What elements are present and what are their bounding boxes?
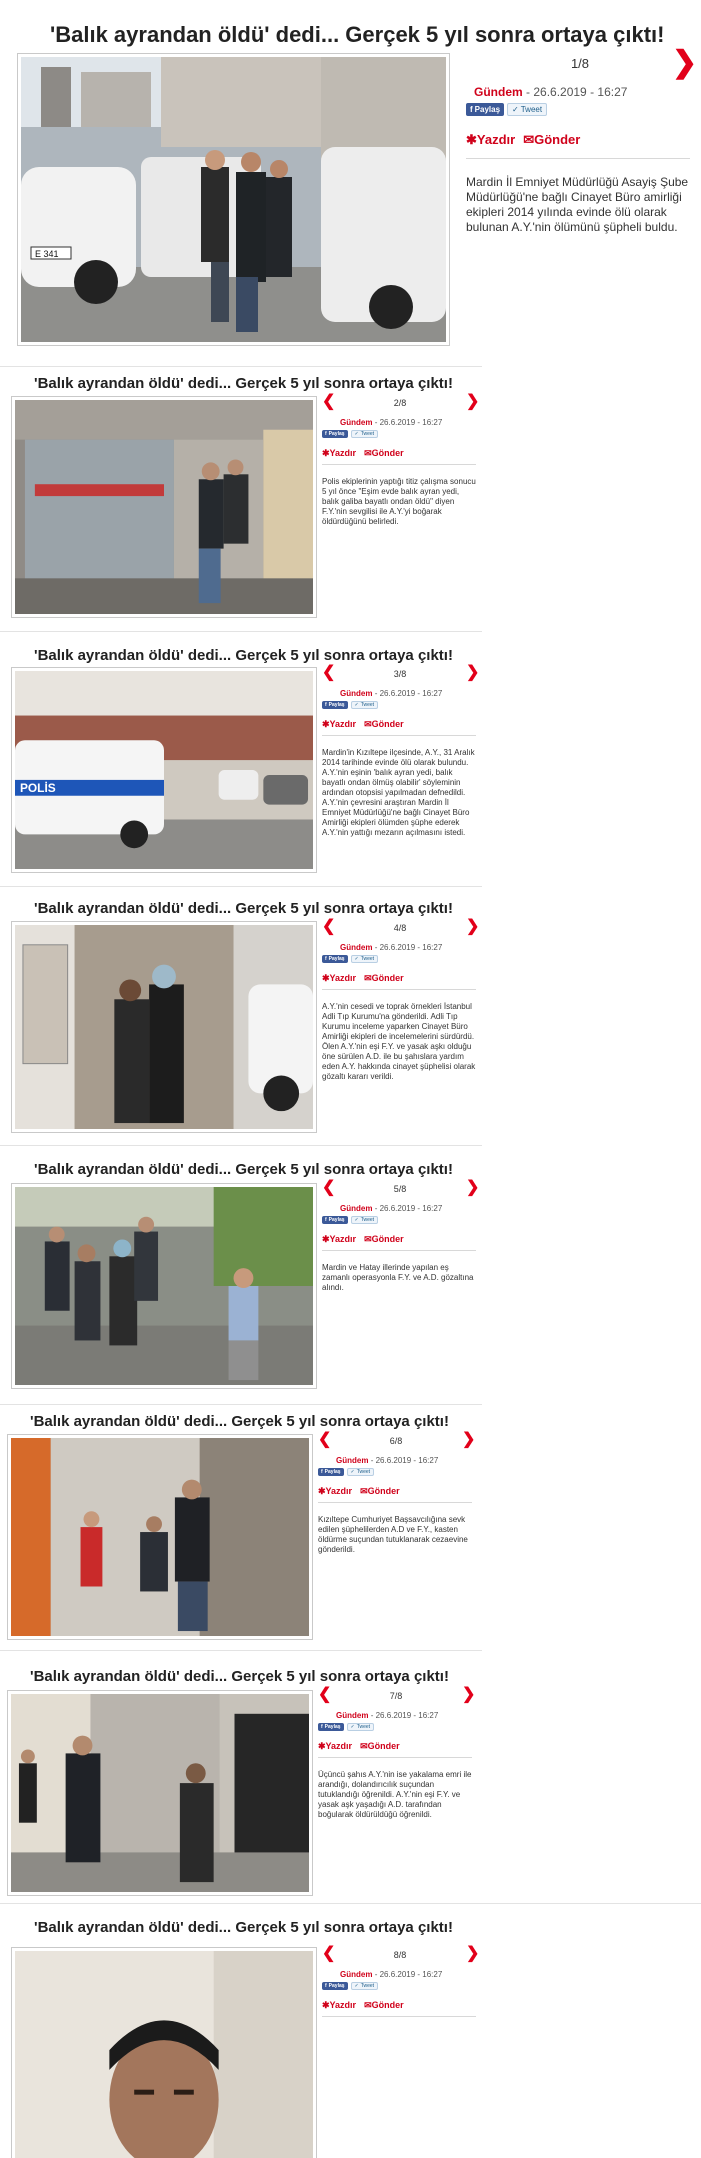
slide-counter: 3/8 xyxy=(393,669,407,679)
twitter-share-button[interactable]: ✓ Tweet xyxy=(351,1216,379,1224)
twitter-share-button[interactable]: ✓ Tweet xyxy=(507,103,547,116)
facebook-share-button[interactable]: f Paylaş xyxy=(322,955,348,963)
prev-arrow-icon[interactable]: ❮ xyxy=(318,1431,332,1448)
facebook-icon: f xyxy=(325,1217,327,1223)
print-button[interactable]: ✱Yazdır xyxy=(322,1234,357,1244)
twitter-share-button[interactable]: ✓ Tweet xyxy=(347,1468,375,1476)
twitter-icon: ✓ xyxy=(354,431,359,437)
twitter-icon: ✓ xyxy=(354,1983,359,1989)
slide-counter: 2/8 xyxy=(393,398,407,408)
gallery-photo[interactable] xyxy=(17,53,450,346)
gallery-photo[interactable] xyxy=(7,1434,313,1640)
twitter-icon: ✓ xyxy=(354,1217,359,1223)
print-icon: ✱ xyxy=(322,1234,330,1244)
meta-line xyxy=(340,943,478,952)
gallery-photo[interactable] xyxy=(7,1690,313,1896)
mail-icon: ✉ xyxy=(364,2000,372,2010)
facebook-share-button[interactable]: f Paylaş xyxy=(322,1216,348,1224)
next-arrow-icon[interactable]: ❯ xyxy=(466,918,480,935)
meta-line xyxy=(340,418,478,427)
facebook-share-button[interactable]: f Paylaş xyxy=(322,1982,348,1990)
facebook-share-button[interactable]: f Paylaş xyxy=(322,430,348,438)
meta-line xyxy=(340,1204,478,1213)
facebook-icon: f xyxy=(325,956,327,962)
print-icon: ✱ xyxy=(322,719,330,729)
slide-counter: 1/8 xyxy=(570,56,590,71)
slide-title: 'Balık ayrandan öldü' dedi... Gerçek 5 yıl sonra ortaya çıktı! xyxy=(34,900,453,917)
slide-description: Kızıltepe Cumhuriyet Başsavcılığına sevk edilen şüphelilerden A.D ve F.Y., kasten öldürme suçundan tutuklanarak cezaevine gönderildi. xyxy=(318,1515,468,1554)
facebook-share-button[interactable]: f Paylaş xyxy=(318,1723,344,1731)
twitter-icon: ✓ xyxy=(512,105,519,114)
next-arrow-icon[interactable]: ❯ xyxy=(466,1945,480,1962)
twitter-share-button[interactable]: ✓ Tweet xyxy=(351,1982,379,1990)
facebook-icon: f xyxy=(470,105,473,114)
facebook-share-button[interactable]: f Paylaş xyxy=(466,103,504,116)
slide-title: 'Balık ayrandan öldü' dedi... Gerçek 5 yıl sonra ortaya çıktı! xyxy=(30,1668,449,1685)
meta-line xyxy=(340,1970,478,1979)
slide-title: 'Balık ayrandan öldü' dedi... Gerçek 5 yıl sonra ortaya çıktı! xyxy=(34,647,453,664)
meta-line xyxy=(336,1711,474,1720)
category-link[interactable]: Gündem xyxy=(340,1204,373,1213)
category-link[interactable]: Gündem xyxy=(340,943,373,952)
print-button[interactable]: ✱Yazdır xyxy=(322,448,357,458)
send-button[interactable]: ✉Gönder xyxy=(364,973,404,983)
prev-arrow-icon[interactable]: ❮ xyxy=(322,393,336,410)
slide-title: 'Balık ayrandan öldü' dedi... Gerçek 5 yıl sonra ortaya çıktı! xyxy=(34,375,453,392)
prev-arrow-icon[interactable]: ❮ xyxy=(322,918,336,935)
slide-description: Üçüncü şahıs A.Y.'nin ise yakalama emri ile arandığı, dolandırıcılık suçundan tutuklandığı öğrenildi. A.Y.'nin eşi F.Y. ve yasak aşk yaşadığı A.D. tarafından boğularak öldürüldüğü öğrenildi. xyxy=(318,1770,472,1819)
print-icon: ✱ xyxy=(322,973,330,983)
gallery-photo[interactable] xyxy=(11,1947,317,2158)
facebook-icon: f xyxy=(325,1983,327,1989)
publish-date: - 26.6.2019 - 16:27 xyxy=(374,1204,443,1213)
category-link[interactable]: Gündem xyxy=(340,418,373,427)
slide-description: Polis ekiplerinin yaptığı titiz çalışma sonucu 5 yıl önce "Eşim evde balık ayran yedi, balık galiba bayatlı ondan öldü" diyen F.Y.'nin sevgilisi ile A.Y.'yi boğarak öldürdüğünü belirledi. xyxy=(322,477,476,526)
publish-date: - 26.6.2019 - 16:27 xyxy=(526,85,628,99)
print-button[interactable]: ✱Yazdır xyxy=(322,2000,357,2010)
send-button[interactable]: ✉Gönder xyxy=(364,1234,404,1244)
publish-date: - 26.6.2019 - 16:27 xyxy=(374,689,443,698)
send-button[interactable]: ✉Gönder xyxy=(360,1741,400,1751)
send-button[interactable]: ✉Gönder xyxy=(364,719,404,729)
prev-arrow-icon[interactable]: ❮ xyxy=(318,1686,332,1703)
send-button[interactable]: ✉Gönder xyxy=(360,1486,400,1496)
facebook-icon: f xyxy=(321,1469,323,1475)
mail-icon: ✉ xyxy=(364,973,372,983)
next-arrow-icon[interactable]: ❯ xyxy=(672,46,698,79)
slide-description: Mardin ve Hatay illerinde yapılan eş zamanlı operasyonla F.Y. ve A.D. gözaltına alındı. xyxy=(322,1263,474,1292)
print-icon: ✱ xyxy=(322,448,330,458)
next-arrow-icon[interactable]: ❯ xyxy=(466,1179,480,1196)
category-link[interactable]: Gündem xyxy=(340,1970,373,1979)
mail-icon: ✉ xyxy=(364,1234,372,1244)
prev-arrow-icon[interactable]: ❮ xyxy=(322,1945,336,1962)
next-arrow-icon[interactable]: ❯ xyxy=(462,1686,476,1703)
gallery-photo[interactable] xyxy=(11,921,317,1133)
slide-title: 'Balık ayrandan öldü' dedi... Gerçek 5 yıl sonra ortaya çıktı! xyxy=(34,1161,453,1178)
print-button[interactable]: ✱Yazdır xyxy=(466,132,516,147)
twitter-icon: ✓ xyxy=(354,702,359,708)
publish-date: - 26.6.2019 - 16:27 xyxy=(370,1711,439,1720)
facebook-icon: f xyxy=(325,702,327,708)
print-button[interactable]: ✱Yazdır xyxy=(322,973,357,983)
slide-description: Mardin'in Kızıltepe ilçesinde, A.Y., 31 Aralık 2014 tarihinde evinde ölü olarak bulundu. A.Y.'nin eşinin 'balık ayran yedi, balık bayatlı ondan ölmüş olabilir' söyleminin ardından otopsisi yapılmadan defnedildi. A.Y.'nin çevresini araştıran Mardin İl Emniyet Müdürlüğü'ne bağlı Cinayet Büro Amirliği ekipleri ölümden şüphe ederek A.Y.'nin yattığı mezarın açılmasını istedi. xyxy=(322,748,475,837)
prev-arrow-icon[interactable]: ❮ xyxy=(322,664,336,681)
prev-arrow-icon[interactable]: ❮ xyxy=(322,1179,336,1196)
police-text: POLİS xyxy=(19,780,56,795)
send-button[interactable]: ✉Gönder xyxy=(364,448,404,458)
category-link[interactable]: Gündem xyxy=(474,85,523,99)
slide-counter: 6/8 xyxy=(389,1436,403,1446)
gallery-photo[interactable] xyxy=(11,667,317,873)
slide-counter: 8/8 xyxy=(393,1950,407,1960)
meta-line xyxy=(336,1456,474,1465)
category-link[interactable]: Gündem xyxy=(340,689,373,698)
publish-date: - 26.6.2019 - 16:27 xyxy=(374,943,443,952)
facebook-share-button[interactable]: f Paylaş xyxy=(322,701,348,709)
facebook-icon: f xyxy=(321,1724,323,1730)
facebook-icon: f xyxy=(325,431,327,437)
print-icon: ✱ xyxy=(322,2000,330,2010)
mail-icon: ✉ xyxy=(364,448,372,458)
category-link[interactable]: Gündem xyxy=(336,1456,369,1465)
print-button[interactable]: ✱Yazdır xyxy=(318,1486,353,1496)
twitter-icon: ✓ xyxy=(350,1469,355,1475)
twitter-share-button[interactable]: ✓ Tweet xyxy=(351,955,379,963)
twitter-icon: ✓ xyxy=(354,956,359,962)
next-arrow-icon[interactable]: ❯ xyxy=(466,664,480,681)
send-button[interactable]: ✉Gönder xyxy=(364,2000,404,2010)
plate-text: E 341 xyxy=(35,249,59,259)
print-icon: ✱ xyxy=(466,132,477,147)
gallery-photo[interactable] xyxy=(11,396,317,618)
meta-line xyxy=(340,689,478,698)
slide-title: 'Balık ayrandan öldü' dedi... Gerçek 5 yıl sonra ortaya çıktı! xyxy=(50,22,665,47)
next-arrow-icon[interactable]: ❯ xyxy=(462,1431,476,1448)
publish-date: - 26.6.2019 - 16:27 xyxy=(374,1970,443,1979)
gallery-photo[interactable] xyxy=(11,1183,317,1389)
meta-line xyxy=(474,85,694,99)
print-button[interactable]: ✱Yazdır xyxy=(318,1741,353,1751)
mail-icon: ✉ xyxy=(523,132,535,147)
slide-description: A.Y.'nin cesedi ve toprak örnekleri İstanbul Adli Tıp Kurumu'na gönderildi. Adli Tıp Kurumu inceleme yaparken Cinayet Büro Amirliği ekipleri de incelemelerini sürdürdü. Ölen A.Y.'nin eşi F.Y. ve yasak aşkı olduğu öne sürülen A.D. ile bu şahıslara yardım eden A.Y. hakkında cinayet şüphelisi olarak gözaltı kararı verildi. xyxy=(322,1002,476,1081)
mail-icon: ✉ xyxy=(364,719,372,729)
twitter-share-button[interactable]: ✓ Tweet xyxy=(351,701,379,709)
slide-counter: 7/8 xyxy=(389,1691,403,1701)
twitter-share-button[interactable]: ✓ Tweet xyxy=(347,1723,375,1731)
publish-date: - 26.6.2019 - 16:27 xyxy=(374,418,443,427)
print-button[interactable]: ✱Yazdır xyxy=(322,719,357,729)
twitter-icon: ✓ xyxy=(350,1724,355,1730)
slide-description: Mardin İl Emniyet Müdürlüğü Asayiş Şube Müdürlüğü'ne bağlı Cinayet Büro amirliği ekipleri 2014 yılında evinde ölü olarak bulunan A.Y.'nin ölümünü şüpheli buldu. xyxy=(466,175,689,234)
next-arrow-icon[interactable]: ❯ xyxy=(466,393,480,410)
mail-icon: ✉ xyxy=(360,1486,368,1496)
slide-counter: 5/8 xyxy=(393,1184,407,1194)
print-icon: ✱ xyxy=(318,1486,326,1496)
publish-date: - 26.6.2019 - 16:27 xyxy=(370,1456,439,1465)
print-icon: ✱ xyxy=(318,1741,326,1751)
slide-title: 'Balık ayrandan öldü' dedi... Gerçek 5 yıl sonra ortaya çıktı! xyxy=(30,1413,449,1430)
twitter-share-button[interactable]: ✓ Tweet xyxy=(351,430,379,438)
category-link[interactable]: Gündem xyxy=(336,1711,369,1720)
mail-icon: ✉ xyxy=(360,1741,368,1751)
slide-title: 'Balık ayrandan öldü' dedi... Gerçek 5 yıl sonra ortaya çıktı! xyxy=(34,1919,453,1936)
send-button[interactable]: ✉Gönder xyxy=(523,132,581,147)
facebook-share-button[interactable]: f Paylaş xyxy=(318,1468,344,1476)
slide-counter: 4/8 xyxy=(393,923,407,933)
